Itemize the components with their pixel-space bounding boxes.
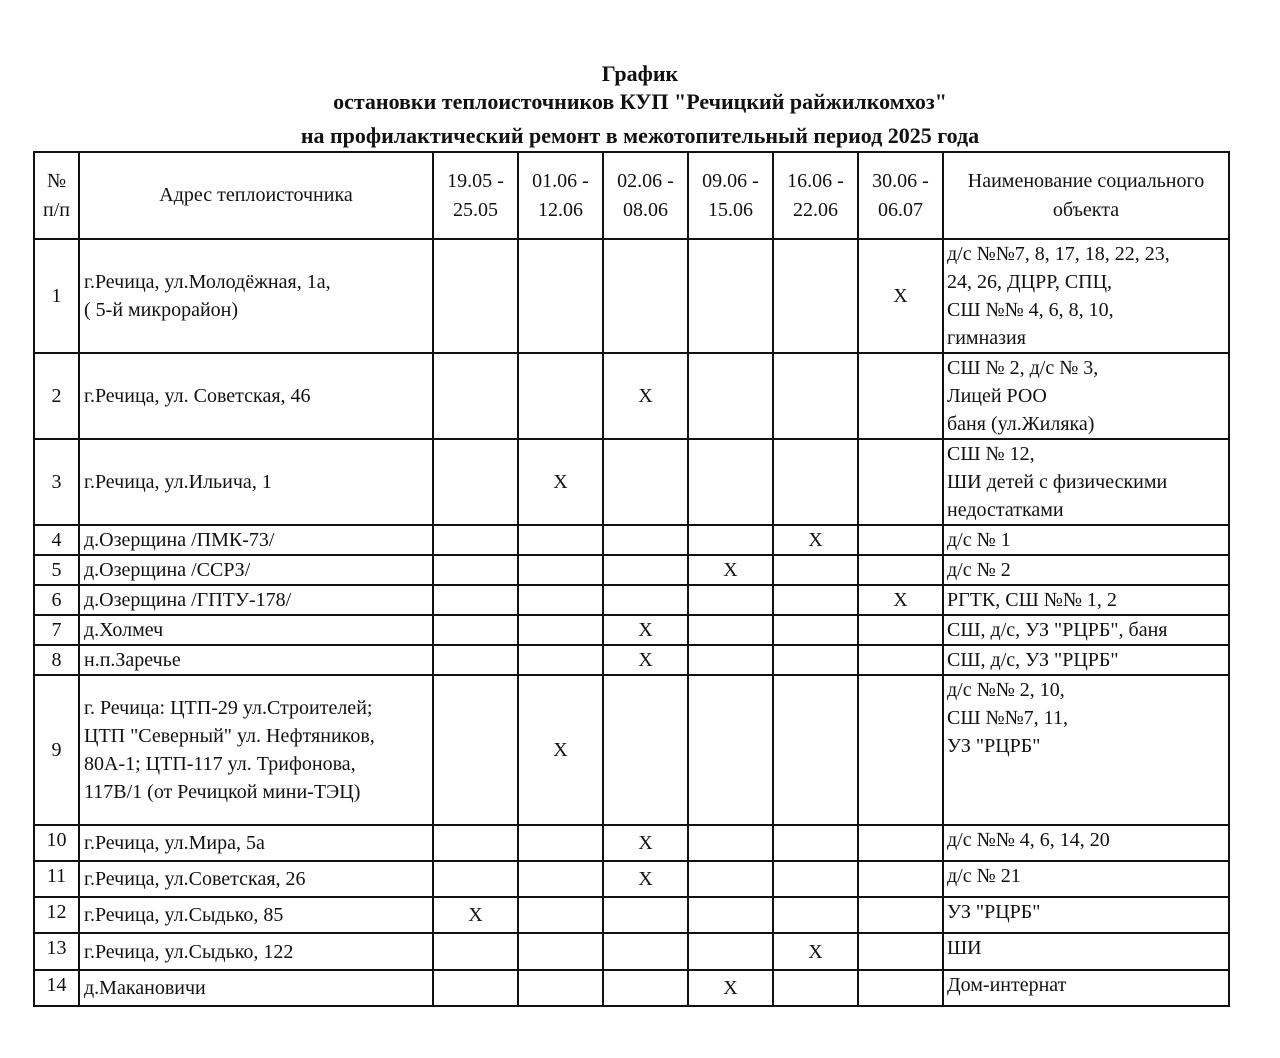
table-row	[34, 970, 1229, 1006]
row-number: 4	[34, 525, 79, 555]
period-cell-2	[518, 861, 603, 897]
period-mark: Х	[858, 585, 943, 615]
period-cell-4	[688, 897, 773, 933]
table-row	[34, 675, 1229, 825]
header-num: № п/п	[34, 152, 79, 239]
period-cell-4	[688, 353, 773, 439]
table-row	[34, 933, 1229, 970]
period-cell-6	[858, 861, 943, 897]
period-cell-6	[858, 675, 943, 825]
period-cell-5	[773, 897, 858, 933]
period-cell-6	[858, 897, 943, 933]
period-cell-6	[858, 353, 943, 439]
table-row	[34, 585, 1229, 615]
period-mark: Х	[433, 897, 518, 933]
row-number: 3	[34, 439, 79, 525]
period-cell-4	[688, 615, 773, 645]
header-period-5: 16.06 - 22.06	[773, 152, 858, 239]
header-address: Адрес теплоисточника	[79, 152, 433, 239]
period-cell-2	[518, 970, 603, 1006]
period-cell-5	[773, 439, 858, 525]
row-address: г.Речица, ул.Сыдько, 85	[79, 897, 433, 933]
period-cell-6	[858, 615, 943, 645]
row-social-object: СШ, д/с, УЗ "РЦРБ"	[943, 645, 1229, 675]
period-cell-1	[433, 525, 518, 555]
header-period-3: 02.06 - 08.06	[603, 152, 688, 239]
period-cell-4	[688, 525, 773, 555]
header-period-2: 01.06 - 12.06	[518, 152, 603, 239]
period-cell-2	[518, 239, 603, 353]
row-address: г.Речица, ул.Советская, 26	[79, 861, 433, 897]
period-cell-3	[603, 897, 688, 933]
row-social-object: СШ № 12, ШИ детей с физическими недостатками	[943, 439, 1229, 525]
row-social-object: СШ № 2, д/с № 3, Лицей РОО баня (ул.Жиляка)	[943, 353, 1229, 439]
row-number: 8	[34, 645, 79, 675]
period-cell-1	[433, 970, 518, 1006]
period-cell-5	[773, 585, 858, 615]
period-cell-5	[773, 555, 858, 585]
row-address: г.Речица, ул.Ильича, 1	[79, 439, 433, 525]
row-social-object: д/с №№7, 8, 17, 18, 22, 23, 24, 26, ДЦРР, СПЦ, СШ №№ 4, 6, 8, 10, гимназия	[943, 239, 1229, 353]
period-cell-1	[433, 353, 518, 439]
period-cell-4	[688, 861, 773, 897]
period-cell-6	[858, 825, 943, 861]
row-address: д.Макановичи	[79, 970, 433, 1006]
period-cell-3	[603, 585, 688, 615]
period-cell-5	[773, 675, 858, 825]
period-mark: Х	[773, 933, 858, 970]
period-cell-2	[518, 353, 603, 439]
period-cell-2	[518, 897, 603, 933]
header-period-6: 30.06 - 06.07	[858, 152, 943, 239]
period-cell-5	[773, 353, 858, 439]
row-social-object: д/с № 1	[943, 525, 1229, 555]
period-cell-5	[773, 615, 858, 645]
row-social-object: д/с №№ 2, 10, СШ №№7, 11, УЗ "РЦРБ"	[943, 675, 1229, 825]
period-cell-2	[518, 825, 603, 861]
period-cell-3	[603, 970, 688, 1006]
row-address: д.Озерщина /ГПТУ-178/	[79, 585, 433, 615]
row-social-object: д/с № 2	[943, 555, 1229, 585]
row-number: 2	[34, 353, 79, 439]
table-row	[34, 239, 1229, 353]
period-cell-2	[518, 585, 603, 615]
period-cell-1	[433, 239, 518, 353]
period-cell-4	[688, 933, 773, 970]
row-number: 10	[34, 825, 79, 861]
period-cell-1	[433, 555, 518, 585]
period-cell-2	[518, 555, 603, 585]
period-cell-5	[773, 825, 858, 861]
row-number: 6	[34, 585, 79, 615]
period-cell-5	[773, 645, 858, 675]
row-number: 9	[34, 675, 79, 825]
header-row	[34, 152, 1229, 239]
period-cell-6	[858, 933, 943, 970]
row-social-object: СШ, д/с, УЗ "РЦРБ", баня	[943, 615, 1229, 645]
row-address: г.Речица, ул.Мира, 5а	[79, 825, 433, 861]
row-social-object: д/с №№ 4, 6, 14, 20	[943, 825, 1229, 861]
period-cell-6	[858, 439, 943, 525]
row-number: 5	[34, 555, 79, 585]
row-address: д.Холмеч	[79, 615, 433, 645]
table-row	[34, 861, 1229, 897]
table-row	[34, 825, 1229, 861]
period-mark: Х	[603, 825, 688, 861]
schedule-table	[33, 151, 1230, 1007]
period-mark: Х	[688, 970, 773, 1006]
period-cell-1	[433, 439, 518, 525]
period-mark: Х	[773, 525, 858, 555]
period-cell-1	[433, 825, 518, 861]
row-number: 13	[34, 933, 79, 970]
table-row	[34, 525, 1229, 555]
period-cell-2	[518, 525, 603, 555]
row-social-object: ШИ	[943, 933, 1229, 970]
row-address: н.п.Заречье	[79, 645, 433, 675]
row-address: д.Озерщина /ССРЗ/	[79, 555, 433, 585]
table-row	[34, 615, 1229, 645]
period-mark: Х	[518, 675, 603, 825]
row-address: г. Речица: ЦТП-29 ул.Строителей; ЦТП "Северный" ул. Нефтяников, 80А-1; ЦТП-117 ул. Трифонова, 117В/1 (от Речицкой мини-ТЭЦ)	[79, 675, 433, 825]
period-cell-6	[858, 645, 943, 675]
period-cell-5	[773, 861, 858, 897]
header-period-4: 09.06 - 15.06	[688, 152, 773, 239]
period-mark: Х	[603, 861, 688, 897]
period-cell-1	[433, 585, 518, 615]
period-cell-1	[433, 615, 518, 645]
period-cell-3	[603, 439, 688, 525]
period-cell-3	[603, 555, 688, 585]
period-mark: Х	[603, 353, 688, 439]
period-cell-4	[688, 645, 773, 675]
header-period-1: 19.05 - 25.05	[433, 152, 518, 239]
document-subtitle-line2: на профилактический ремонт в межотопительный период 2025 года	[300, 123, 980, 148]
period-cell-5	[773, 239, 858, 353]
period-cell-3	[603, 525, 688, 555]
period-mark: Х	[858, 239, 943, 353]
period-cell-4	[688, 239, 773, 353]
row-number: 11	[34, 861, 79, 897]
period-cell-2	[518, 645, 603, 675]
period-cell-1	[433, 933, 518, 970]
period-cell-4	[688, 585, 773, 615]
row-address: г.Речица, ул.Молодёжная, 1а, ( 5-й микрорайон)	[79, 239, 433, 353]
table-row	[34, 555, 1229, 585]
period-cell-3	[603, 933, 688, 970]
table-row	[34, 645, 1229, 675]
row-address: д.Озерщина /ПМК-73/	[79, 525, 433, 555]
period-cell-4	[688, 825, 773, 861]
period-cell-2	[518, 615, 603, 645]
period-cell-4	[688, 439, 773, 525]
table-row	[34, 439, 1229, 525]
row-number: 1	[34, 239, 79, 353]
period-cell-2	[518, 933, 603, 970]
document-subtitle-line1: остановки теплоисточников КУП "Речицкий райжилкомхоз"	[333, 89, 947, 114]
table-row	[34, 897, 1229, 933]
period-mark: Х	[688, 555, 773, 585]
period-cell-6	[858, 525, 943, 555]
row-number: 7	[34, 615, 79, 645]
period-cell-5	[773, 970, 858, 1006]
period-cell-1	[433, 861, 518, 897]
row-number: 12	[34, 897, 79, 933]
period-cell-3	[603, 675, 688, 825]
table-row	[34, 353, 1229, 439]
period-cell-6	[858, 970, 943, 1006]
period-cell-4	[688, 675, 773, 825]
row-address: г.Речица, ул.Сыдько, 122	[79, 933, 433, 970]
document-title: График	[601, 61, 679, 86]
row-social-object: Дом-интернат	[943, 970, 1229, 1006]
period-mark: Х	[603, 645, 688, 675]
period-cell-6	[858, 555, 943, 585]
period-cell-3	[603, 239, 688, 353]
row-address: г.Речица, ул. Советская, 46	[79, 353, 433, 439]
period-mark: Х	[603, 615, 688, 645]
row-social-object: РГТК, СШ №№ 1, 2	[943, 585, 1229, 615]
row-social-object: УЗ "РЦРБ"	[943, 897, 1229, 933]
row-number: 14	[34, 970, 79, 1006]
period-cell-1	[433, 675, 518, 825]
row-social-object: д/с № 21	[943, 861, 1229, 897]
period-mark: Х	[518, 439, 603, 525]
period-cell-1	[433, 645, 518, 675]
header-object: Наименование социального объекта	[943, 152, 1229, 239]
